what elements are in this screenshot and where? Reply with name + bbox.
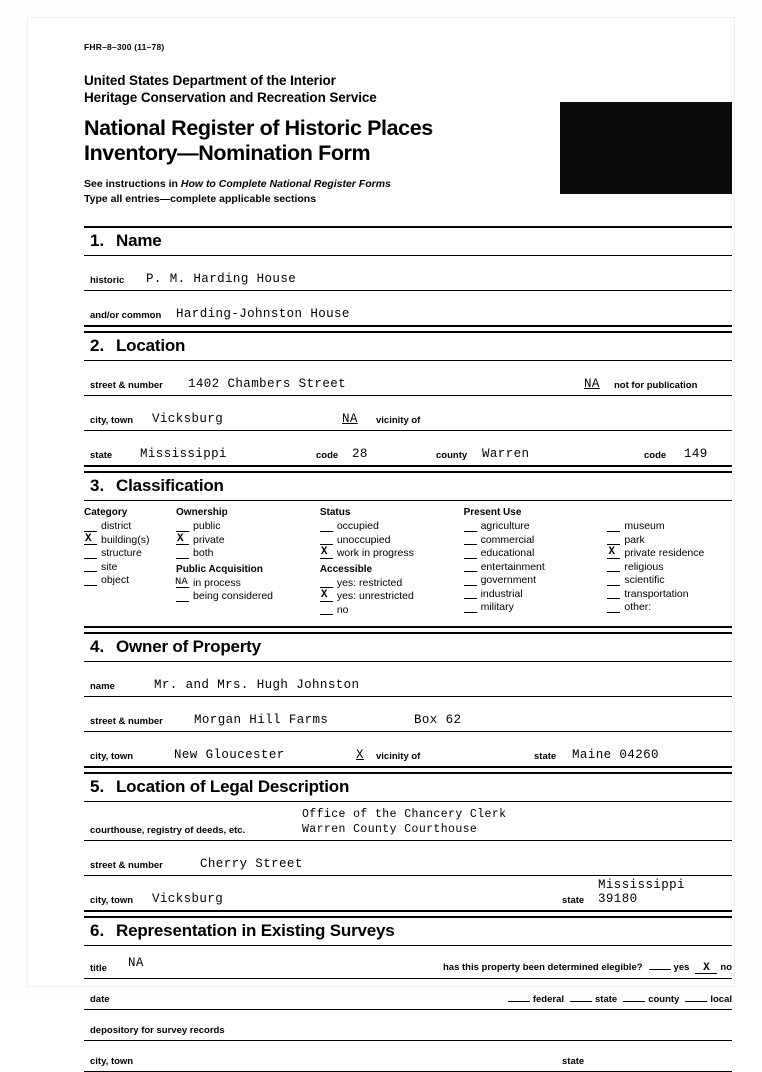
status-work-in-progress-label: work in progress: [336, 547, 414, 559]
legal-state-label: state: [562, 895, 585, 906]
accessible-yes-restricted-label: yes: restricted: [336, 576, 403, 589]
field-row-owner-street: [84, 697, 732, 732]
survey-title-value[interactable]: NA: [128, 956, 144, 970]
present-use-option-transportation[interactable]: [607, 588, 732, 602]
county-label: county: [648, 994, 680, 1005]
section-1-number: 1.: [90, 231, 105, 250]
accessible-yes-unrestricted-mark: X: [320, 589, 328, 601]
accessible-heading: Accessible: [319, 563, 373, 575]
depository-label: depository for survey records: [90, 1025, 225, 1036]
agency-line-2: Heritage Conservation and Recreation Service: [84, 90, 377, 106]
instruction-line-2: Type all entries—complete applicable sections: [84, 193, 317, 206]
checkbox-blank: [176, 601, 189, 602]
status-column: [320, 507, 464, 620]
checkbox-blank: [464, 585, 477, 586]
federal-blank[interactable]: [508, 1001, 530, 1002]
present-use-scientific-label: scientific: [624, 574, 665, 586]
owner-state-value[interactable]: Maine 04260: [572, 748, 659, 762]
category-object-label: object: [101, 574, 130, 586]
historic-label: historic: [90, 275, 125, 286]
ownership-options: [176, 520, 320, 561]
section-6-title: Representation in Existing Surveys: [116, 921, 395, 940]
courthouse-value-line-1[interactable]: Office of the Chancery Clerk: [302, 808, 507, 821]
courthouse-value-line-2[interactable]: Warren County Courthouse: [302, 823, 478, 836]
county-blank[interactable]: [623, 1001, 645, 1002]
instruction-emphasis: How to Complete National Register Forms: [180, 178, 391, 191]
not-for-publication-mark[interactable]: NA: [584, 377, 600, 391]
owner-name-value[interactable]: Mr. and Mrs. Hugh Johnston: [154, 678, 360, 692]
status-unoccupied-label: unoccupied: [336, 533, 391, 546]
state-blank[interactable]: [570, 1001, 592, 1002]
field-row-common-name: [84, 291, 732, 327]
legal-city-value[interactable]: Vicksburg: [152, 892, 224, 906]
state-code-value[interactable]: 28: [352, 447, 368, 461]
status-option-work-in-progress[interactable]: [320, 547, 464, 561]
present-use-option-private-residence[interactable]: [607, 547, 732, 561]
section-2-title: Location: [116, 336, 186, 355]
checkbox-blank: [607, 598, 620, 599]
field-row-survey-date: [84, 979, 732, 1010]
present-use-government-label: government: [480, 574, 537, 586]
status-option-occupied[interactable]: [320, 520, 464, 534]
street-number-label: street & number: [90, 380, 163, 391]
not-for-publication-label: not for publication: [614, 380, 698, 391]
field-row-courthouse: [84, 802, 732, 841]
present-use-commercial-label: commercial: [480, 533, 535, 546]
section-5-title: Location of Legal Description: [116, 777, 350, 796]
checkbox-blank: [464, 571, 477, 572]
field-row-owner-name: [84, 662, 732, 697]
section-6-number: 6.: [90, 921, 105, 940]
state-label: state: [90, 450, 113, 461]
checkbox-blank: [84, 531, 97, 532]
city-town-label: city, town: [90, 415, 134, 426]
state-value[interactable]: Mississippi: [140, 447, 227, 461]
field-row-legal-street: [84, 841, 732, 876]
present-use-column-1: [464, 507, 608, 618]
status-option-unoccupied[interactable]: [320, 534, 464, 548]
present-use-options-1: [464, 520, 608, 615]
section-header-classification: [84, 471, 732, 501]
checkbox-blank: [176, 531, 189, 532]
section-header-name: [84, 226, 732, 256]
present-use-options-2: [607, 520, 732, 615]
category-option-site[interactable]: [84, 561, 176, 575]
city-town-value[interactable]: Vicksburg: [152, 412, 224, 426]
accessible-option-yes-restricted[interactable]: [320, 577, 464, 591]
checkbox-blank: [607, 531, 620, 532]
field-row-historic-name: [84, 256, 732, 291]
present-use-column-2: [607, 507, 732, 618]
owner-street-value[interactable]: Morgan Hill Farms: [194, 713, 329, 727]
present-use-educational-label: educational: [480, 547, 535, 559]
eligible-question-text: has this property been determined elegible?: [442, 962, 643, 973]
checkbox-blank: [464, 531, 477, 532]
section-3-title: Classification: [116, 476, 224, 495]
state-label: state: [595, 994, 618, 1005]
legal-street-value[interactable]: Cherry Street: [200, 857, 303, 871]
checkbox-blank: [607, 544, 620, 545]
courthouse-label: courthouse, registry of deeds, etc.: [90, 825, 246, 836]
present-use-option-industrial[interactable]: [464, 588, 608, 602]
common-label: and/or common: [90, 310, 162, 321]
form-content: [84, 42, 732, 1072]
category-structure-label: structure: [101, 547, 142, 559]
owner-name-label: name: [90, 681, 115, 692]
legal-street-label: street & number: [90, 860, 163, 871]
accessible-no-label: no: [336, 603, 349, 616]
category-option-object[interactable]: [84, 574, 176, 588]
category-buildings-label: building(s): [101, 533, 150, 546]
form-header: [84, 72, 732, 222]
section-3-number: 3.: [90, 476, 105, 495]
owner-vicinity-mark[interactable]: X: [356, 748, 364, 762]
present-use-option-entertainment[interactable]: [464, 561, 608, 575]
local-blank[interactable]: [685, 1001, 707, 1002]
present-use-option-other[interactable]: [607, 601, 732, 615]
owner-street-box-value[interactable]: Box 62: [414, 713, 462, 727]
instruction-prefix: See instructions in: [84, 178, 181, 191]
public-acq-in-process-mark: NA: [175, 575, 188, 588]
county-value[interactable]: Warren: [482, 447, 530, 461]
county-code-label: code: [644, 450, 667, 461]
checkbox-blank: [607, 585, 620, 586]
present-use-museum-label: museum: [624, 520, 665, 532]
category-option-district[interactable]: [84, 520, 176, 534]
category-site-label: site: [101, 560, 118, 573]
present-use-option-government[interactable]: [464, 574, 608, 588]
checkbox-blank: [84, 571, 97, 572]
owner-city-value[interactable]: New Gloucester: [174, 748, 285, 762]
ownership-heading: Ownership: [176, 507, 228, 518]
vicinity-label: vicinity of: [376, 415, 421, 426]
eligible-no-mark[interactable]: X: [695, 963, 717, 974]
form-title-line-1: National Register of Historic Places: [84, 115, 433, 140]
present-use-agriculture-label: agriculture: [480, 520, 530, 532]
section-1-title: Name: [116, 231, 162, 250]
present-use-industrial-label: industrial: [480, 587, 523, 600]
survey-state-label: state: [562, 1056, 585, 1067]
section-header-owner: [84, 632, 732, 662]
eligible-question-group: [443, 962, 732, 974]
field-row-depository: [84, 1010, 732, 1041]
ownership-column: [176, 507, 320, 607]
accessible-yes-unrestricted-label: yes: unrestricted: [336, 590, 414, 602]
form-code: FHR–8–300 (11–78): [84, 42, 165, 52]
vicinity-mark[interactable]: NA: [342, 412, 358, 426]
present-use-entertainment-label: entertainment: [480, 560, 545, 573]
section-4-title: Owner of Property: [116, 637, 261, 656]
field-row-survey-city: [84, 1041, 732, 1072]
present-use-option-commercial[interactable]: [464, 534, 608, 548]
checkbox-blank: [320, 614, 333, 615]
local-label: local: [710, 994, 732, 1005]
eligible-yes-label: yes: [673, 962, 690, 973]
ownership-private-mark: X: [177, 532, 184, 545]
present-use-option-military[interactable]: [464, 601, 608, 615]
public-acquisition-heading: Public Acquisition: [176, 563, 263, 575]
checkbox-blank: [320, 544, 333, 545]
status-heading: Status: [319, 507, 351, 518]
category-option-structure[interactable]: [84, 547, 176, 561]
present-use-park-label: park: [624, 533, 645, 546]
owner-vicinity-label: vicinity of: [376, 751, 421, 762]
ownership-option-both[interactable]: [176, 547, 320, 561]
field-row-city-town: [84, 396, 732, 431]
owner-state-label: state: [534, 751, 557, 762]
present-use-option-park[interactable]: [607, 534, 732, 548]
checkbox-blank: [84, 558, 97, 559]
form-sheet: [28, 18, 734, 1067]
survey-date-label: date: [90, 994, 110, 1005]
present-use-heading-spacer: [607, 507, 732, 518]
status-work-in-progress-mark: X: [320, 546, 328, 558]
section-header-surveys: [84, 916, 732, 946]
present-use-military-label: military: [480, 601, 514, 613]
public-acq-being-considered-label: being considered: [193, 590, 274, 602]
category-options: [84, 520, 176, 588]
owner-street-label: street & number: [90, 716, 163, 727]
checkbox-blank: [464, 598, 477, 599]
form-title-line-2: Inventory—Nomination Form: [84, 140, 371, 165]
checkbox-blank: [176, 558, 189, 559]
ownership-private-label: private: [193, 533, 225, 546]
state-code-label: code: [316, 450, 339, 461]
field-row-street-number: [84, 361, 732, 396]
public-acq-in-process-label: in process: [193, 576, 241, 589]
category-district-label: district: [101, 520, 132, 532]
public-acq-option-being-considered[interactable]: [176, 590, 320, 604]
county-label: county: [436, 450, 468, 461]
field-row-survey-title: [84, 946, 732, 979]
checkbox-blank: [464, 612, 477, 613]
present-use-other-label: other:: [624, 601, 652, 613]
present-use-option-museum[interactable]: [607, 520, 732, 534]
field-row-owner-city: [84, 732, 732, 768]
common-value[interactable]: Harding-Johnston House: [176, 307, 350, 321]
status-occupied-label: occupied: [336, 520, 379, 532]
eligible-yes-blank[interactable]: [649, 969, 671, 970]
section-header-legal-description: [84, 772, 732, 802]
checkbox-blank: [320, 531, 333, 532]
checkbox-blank: [464, 544, 477, 545]
checkbox-blank: [84, 585, 97, 586]
legal-state-value[interactable]: Mississippi 39180: [598, 878, 685, 906]
present-use-private-residence-label: private residence: [624, 547, 705, 559]
classification-columns: [84, 507, 732, 620]
field-row-state-county: [84, 431, 732, 467]
present-use-heading: Present Use: [463, 507, 522, 518]
field-row-legal-city: [84, 876, 732, 912]
survey-city-label: city, town: [90, 1056, 134, 1067]
eligible-no-label: no: [720, 962, 732, 973]
owner-city-label: city, town: [90, 751, 134, 762]
accessible-option-no[interactable]: [320, 604, 464, 618]
legal-city-label: city, town: [90, 895, 134, 906]
street-number-value[interactable]: 1402 Chambers Street: [188, 377, 347, 391]
accessible-options: [320, 577, 464, 618]
agency-line-1: United States Department of the Interior: [84, 73, 336, 88]
ownership-both-label: both: [193, 547, 214, 559]
section-4-number: 4.: [90, 637, 105, 656]
public-acq-option-in-process[interactable]: [176, 577, 320, 591]
present-use-option-scientific[interactable]: [607, 574, 732, 588]
section-5-number: 5.: [90, 777, 105, 796]
public-acquisition-options: [176, 577, 320, 604]
survey-title-label: title: [90, 963, 107, 974]
category-option-buildings[interactable]: [84, 534, 176, 548]
historic-value[interactable]: P. M. Harding House: [146, 272, 297, 286]
present-use-option-agriculture[interactable]: [464, 520, 608, 534]
present-use-private-residence-mark: X: [608, 546, 615, 558]
checkbox-blank: [607, 612, 620, 613]
ownership-public-label: public: [193, 520, 221, 532]
section-2-number: 2.: [90, 336, 105, 355]
ownership-option-public[interactable]: [176, 520, 320, 534]
classification-block: [84, 501, 732, 628]
federal-label: federal: [532, 994, 565, 1005]
checkbox-blank: [464, 558, 477, 559]
category-buildings-mark: X: [85, 532, 92, 545]
checkbox-blank: [607, 571, 620, 572]
present-use-option-educational[interactable]: [464, 547, 608, 561]
section-header-location: [84, 331, 732, 361]
ownership-option-private[interactable]: [176, 534, 320, 548]
checkbox-blank: [320, 587, 333, 588]
category-column: [84, 507, 176, 591]
accessible-option-yes-unrestricted[interactable]: [320, 590, 464, 604]
present-use-option-religious[interactable]: [607, 561, 732, 575]
present-use-religious-label: religious: [624, 560, 664, 573]
status-options: [320, 520, 464, 561]
category-heading: Category: [84, 507, 128, 518]
present-use-transportation-label: transportation: [624, 587, 689, 600]
county-code-value[interactable]: 149: [684, 447, 708, 461]
photo-placeholder-box: [560, 102, 732, 194]
